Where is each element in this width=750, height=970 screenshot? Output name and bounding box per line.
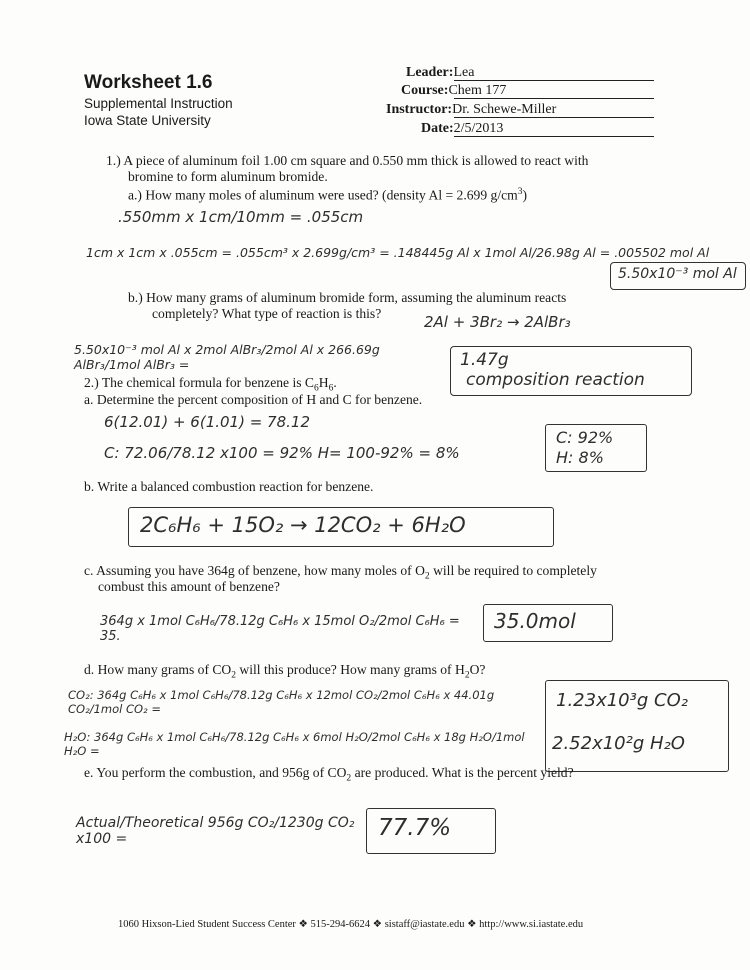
footer-contact: 1060 Hixson-Lied Student Success Center ❖ 515-294-6624 ❖ sistaff@iastate.edu ❖ http://www.si.iastate.edu: [118, 919, 584, 930]
q2a-question: a. Determine the percent composition of H and C for benzene.: [84, 392, 423, 407]
q2e-work-line: Actual/Theoretical 956g CO₂/1230g CO₂ x100 =: [76, 815, 355, 847]
q2d-answer-h2o: 2.52x10²g H₂O: [552, 733, 685, 754]
q2d-mid: will this produce? How many grams of H: [236, 662, 465, 677]
leader-row: [406, 63, 474, 81]
q1b-answer-mass: 1.47g: [460, 350, 509, 370]
q1b-question-line2: completely? What type of reaction is this?: [152, 306, 382, 321]
q2a-work-line1: 6(12.01) + 6(1.01) = 78.12: [104, 413, 310, 431]
q2a-work-line2: C: 72.06/78.12 x100 = 92% H= 100-92% = 8%: [104, 444, 460, 462]
q2d-text: d. How many grams of CO: [84, 662, 232, 677]
date-value: 2/5/2013: [453, 121, 504, 136]
q2-intro-sub2: 6: [328, 383, 334, 394]
q2-intro-h: H: [318, 375, 329, 390]
subtitle-program: Supplemental Instruction: [84, 96, 233, 111]
q2e-text: e. You perform the combustion, and 956g of CO: [84, 765, 347, 780]
q2b-equation: 2C₆H₆ + 15O₂ → 12CO₂ + 6H₂O: [140, 513, 466, 537]
leader-value: Lea: [453, 65, 475, 80]
q2d-sub2: 2: [464, 670, 470, 681]
q2d-answer-co2: 1.23x10³g CO₂: [556, 690, 688, 711]
q2e-answer: 77.7%: [378, 815, 452, 841]
q1-intro-line2: bromine to form aluminum bromide.: [128, 169, 328, 184]
q2c-text1-end: will be required to completely: [429, 563, 597, 578]
course-row: [401, 81, 506, 99]
q1b-answer-type: composition reaction: [466, 370, 645, 390]
q2c-work-line: 364g x 1mol C₆H₆/78.12g C₆H₆ x 15mol O₂/2mol C₆H₆ = 35.: [100, 614, 460, 644]
instructor-value: Dr. Schewe-Miller: [452, 102, 557, 117]
q2a-answer-carbon: C: 92%: [556, 428, 614, 447]
q1a-end: ): [522, 187, 528, 203]
worksheet-title: Worksheet 1.6: [84, 72, 213, 93]
q2d-work-co2: CO₂: 364g C₆H₆ x 1mol C₆H₆/78.12g C₆H₆ x 12mol CO₂/2mol C₆H₆ x 44.01g CO₂/1mol CO₂ =: [68, 688, 495, 716]
instructor-row: [386, 100, 556, 118]
q2c-sub: 2: [424, 571, 430, 582]
q2-intro-sub1: 6: [314, 383, 319, 394]
q2e-end: are produced. What is the percent yield?: [351, 765, 574, 780]
q2c-question-line2: combust this amount of benzene?: [98, 579, 280, 594]
course-label: Course:: [401, 83, 449, 98]
q1b-question-line1: b.) How many grams of aluminum bromide form, assuming the aluminum reacts: [128, 290, 567, 305]
q2d-question: [84, 662, 485, 681]
q2e-question: [84, 765, 574, 784]
q1-intro-line1: 1.) A piece of aluminum foil 1.00 cm square and 0.550 mm thick is allowed to react with: [106, 153, 589, 168]
instructor-underline: [454, 117, 654, 118]
q1a-text: a.) How many moles of aluminum were used? (density Al = 2.699 g/cm: [128, 187, 518, 203]
q1b-work-line: 5.50x10⁻³ mol Al x 2mol AlBr₃/2mol Al x 266.69g AlBr₃/1mol AlBr₃ =: [74, 342, 380, 372]
q1a-sup: 3: [517, 187, 523, 197]
q2-intro-end: .: [333, 375, 337, 390]
date-label: Date:: [421, 121, 454, 136]
q1a-question: [128, 187, 527, 204]
q2d-work-h2o: H₂O: 364g C₆H₆ x 1mol C₆H₆/78.12g C₆H₆ x 6mol H₂O/2mol C₆H₆ x 18g H₂O/1mol H₂O =: [64, 730, 525, 758]
q1a-work-line2: 1cm x 1cm x .055cm = .055cm³ x 2.699g/cm³ = .148445g Al x 1mol Al/26.98g Al = .005502 mol Al: [86, 245, 710, 260]
q2-intro: [84, 375, 337, 394]
instructor-label: Instructor:: [386, 102, 453, 117]
course-value: Chem 177: [448, 83, 507, 98]
q2d-sub: 2: [231, 670, 237, 681]
q1a-work-line1: .550mm x 1cm/10mm = .055cm: [118, 208, 364, 226]
q2d-end: O?: [469, 662, 486, 677]
date-row: [421, 119, 503, 137]
q2c-text1: c. Assuming you have 364g of benzene, how many moles of O: [84, 563, 425, 578]
q2c-answer: 35.0mol: [494, 609, 576, 633]
subtitle-university: Iowa State University: [84, 113, 211, 128]
q2a-answer-hydrogen: H: 8%: [556, 448, 604, 467]
q2b-question: b. Write a balanced combustion reaction for benzene.: [84, 479, 374, 494]
date-underline: [454, 136, 654, 137]
q1b-equation: 2Al + 3Br₂ → 2AlBr₃: [424, 313, 571, 331]
q2-intro-text: 2.) The chemical formula for benzene is C: [84, 375, 314, 390]
course-underline: [454, 98, 654, 99]
leader-label: Leader:: [406, 65, 454, 80]
q1a-answer: 5.50x10⁻³ mol Al: [618, 266, 737, 282]
q2e-sub: 2: [346, 773, 352, 784]
